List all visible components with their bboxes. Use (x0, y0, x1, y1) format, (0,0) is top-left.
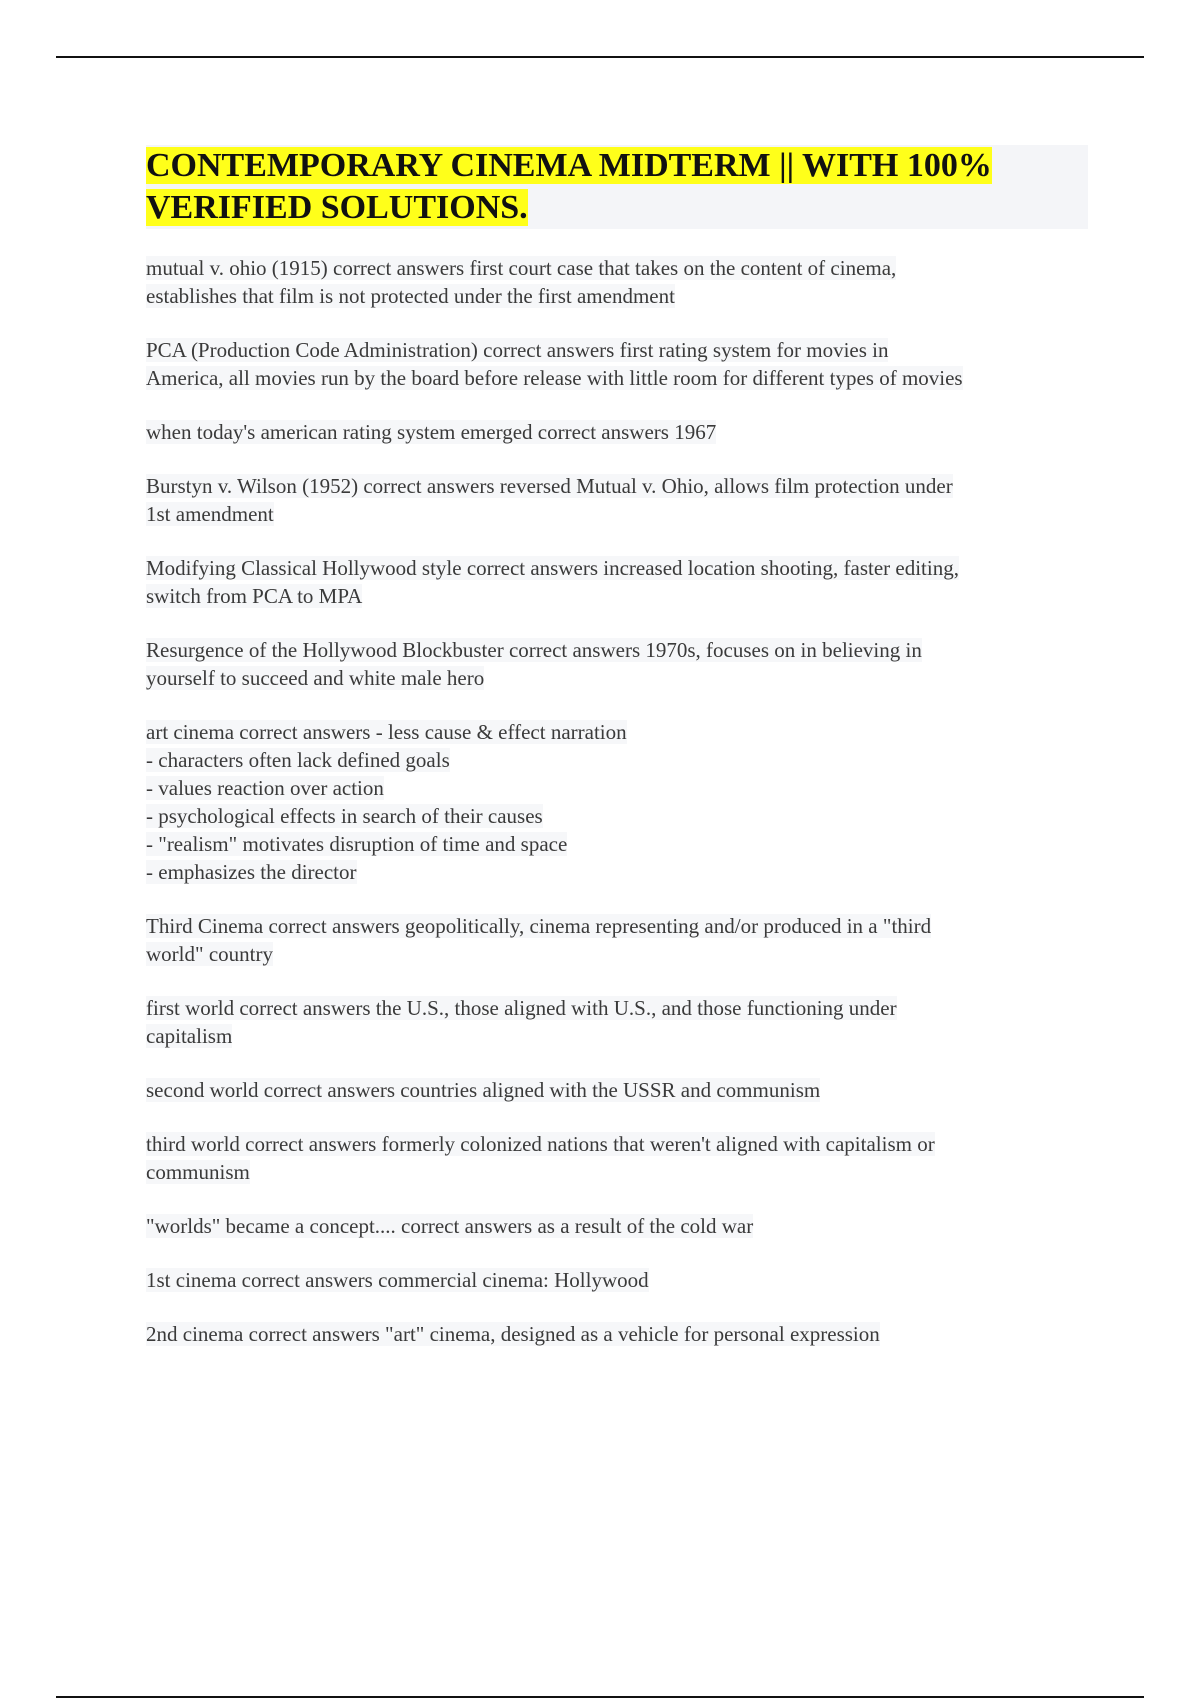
qa-line-text: - "realism" motivates disruption of time and space (146, 832, 568, 856)
qa-line (146, 282, 1096, 310)
qa-item (146, 1212, 1096, 1240)
qa-line (146, 554, 1096, 582)
qa-item (146, 994, 1096, 1050)
qa-item (146, 1130, 1096, 1186)
qa-line (146, 636, 1096, 664)
qa-line-text: Resurgence of the Hollywood Blockbuster correct answers 1970s, focuses on in believing in (146, 638, 922, 662)
qa-line-text: Burstyn v. Wilson (1952) correct answers reversed Mutual v. Ohio, allows film protection under (146, 474, 953, 498)
qa-line (146, 1022, 1096, 1050)
title-block (146, 145, 1088, 229)
qa-line (146, 336, 1096, 364)
qa-line-text: when today's american rating system emerged correct answers 1967 (146, 420, 717, 444)
qa-list (146, 254, 1096, 1374)
qa-item (146, 912, 1096, 968)
qa-line-text: third world correct answers formerly colonized nations that weren't aligned with capitalism or (146, 1132, 935, 1156)
qa-line (146, 1076, 1096, 1104)
qa-item (146, 1320, 1096, 1348)
qa-line (146, 912, 1096, 940)
qa-line (146, 1266, 1096, 1294)
qa-line (146, 858, 1096, 886)
qa-line-text: switch from PCA to MPA (146, 584, 363, 608)
qa-line (146, 364, 1096, 392)
qa-line (146, 418, 1096, 446)
qa-line (146, 718, 1096, 746)
qa-line-text: Third Cinema correct answers geopolitically, cinema representing and/or produced in a "third (146, 914, 932, 938)
qa-line-text: - psychological effects in search of their causes (146, 804, 543, 828)
qa-item (146, 472, 1096, 528)
qa-line-text: world" country (146, 942, 273, 966)
qa-line-text: art cinema correct answers - less cause & effect narration (146, 720, 627, 744)
qa-item (146, 418, 1096, 446)
qa-line-text: capitalism (146, 1024, 233, 1048)
qa-line (146, 582, 1096, 610)
qa-line (146, 254, 1096, 282)
qa-line-text: first world correct answers the U.S., those aligned with U.S., and those functioning under (146, 996, 897, 1020)
qa-line (146, 1158, 1096, 1186)
qa-line-text: Modifying Classical Hollywood style correct answers increased location shooting, faster editing, (146, 556, 959, 580)
title-line-1: CONTEMPORARY CINEMA MIDTERM || WITH 100% (146, 147, 992, 184)
qa-line (146, 802, 1096, 830)
qa-line (146, 994, 1096, 1022)
qa-line (146, 1320, 1096, 1348)
qa-line (146, 746, 1096, 774)
qa-line-text: yourself to succeed and white male hero (146, 666, 485, 690)
qa-line (146, 940, 1096, 968)
qa-line (146, 500, 1096, 528)
qa-line-text: - values reaction over action (146, 776, 384, 800)
qa-item (146, 718, 1096, 886)
qa-line-text: PCA (Production Code Administration) correct answers first rating system for movies in (146, 338, 889, 362)
qa-item (146, 1266, 1096, 1294)
qa-line (146, 1212, 1096, 1240)
title-line-2: VERIFIED SOLUTIONS. (146, 189, 528, 226)
qa-line-text: mutual v. ohio (1915) correct answers first court case that takes on the content of cinema, (146, 256, 897, 280)
qa-line-text: 1st amendment (146, 502, 274, 526)
qa-line-text: communism (146, 1160, 250, 1184)
qa-item (146, 1076, 1096, 1104)
qa-line-text: America, all movies run by the board before release with little room for different types of movies (146, 366, 963, 390)
qa-line-text: 2nd cinema correct answers "art" cinema, designed as a vehicle for personal expression (146, 1322, 880, 1346)
qa-line (146, 664, 1096, 692)
qa-line (146, 1130, 1096, 1158)
qa-line-text: establishes that film is not protected under the first amendment (146, 284, 675, 308)
qa-line-text: second world correct answers countries aligned with the USSR and communism (146, 1078, 821, 1102)
bottom-page-rule (56, 1696, 1144, 1698)
qa-line-text: "worlds" became a concept.... correct answers as a result of the cold war (146, 1214, 754, 1238)
qa-line (146, 830, 1096, 858)
top-page-rule (56, 56, 1144, 58)
qa-item (146, 336, 1096, 392)
qa-item (146, 554, 1096, 610)
document-title (146, 145, 1088, 229)
qa-item (146, 636, 1096, 692)
qa-line-text: - characters often lack defined goals (146, 748, 450, 772)
qa-item (146, 254, 1096, 310)
qa-line-text: - emphasizes the director (146, 860, 357, 884)
qa-line (146, 472, 1096, 500)
qa-line (146, 774, 1096, 802)
qa-line-text: 1st cinema correct answers commercial cinema: Hollywood (146, 1268, 649, 1292)
